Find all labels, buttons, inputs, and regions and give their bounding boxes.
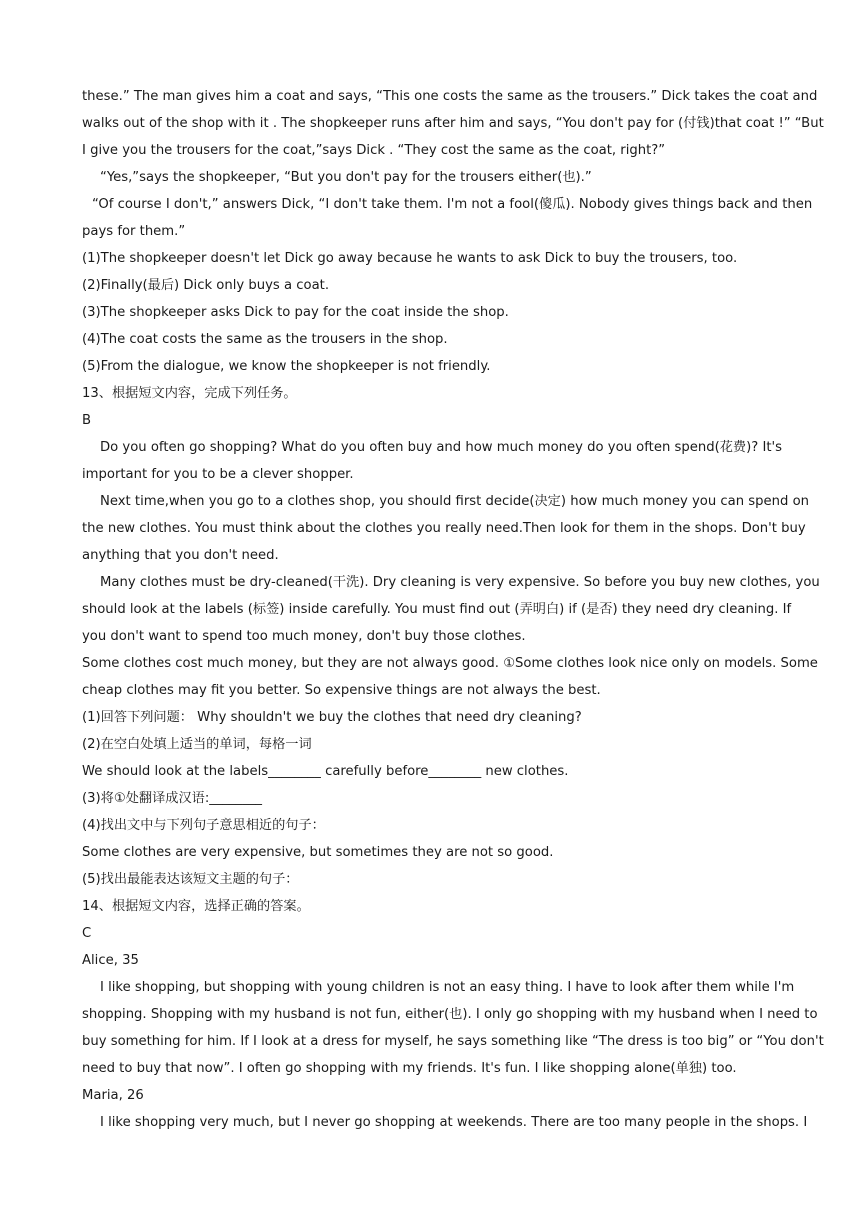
text-line: pays for them.” xyxy=(82,224,186,239)
document-body xyxy=(82,83,824,1136)
text-line: should look at the labels (标签) inside carefully. You must find out (弄明白) if (是否) they need dry cleaning. If xyxy=(82,602,792,617)
text-line: (5)From the dialogue, we know the shopkeeper is not friendly. xyxy=(82,359,491,374)
text-line: (4)找出文中与下列句子意思相近的句子： xyxy=(82,818,325,833)
text-line: these.” The man gives him a coat and says, “This one costs the same as the trousers.” Dick takes the coat and xyxy=(82,89,818,104)
text-line: I like shopping very much, but I never go shopping at weekends. There are too many people in the shops. I xyxy=(100,1115,808,1130)
text-line: I give you the trousers for the coat,”says Dick . “They cost the same as the coat, right?” xyxy=(82,143,666,158)
text-line: (1)The shopkeeper doesn't let Dick go away because he wants to ask Dick to buy the trousers, too. xyxy=(82,251,738,266)
text-line: Do you often go shopping? What do you often buy and how much money do you often spend(花费)? It's xyxy=(100,440,782,455)
text-line: you don't want to spend too much money, don't buy those clothes. xyxy=(82,629,526,644)
text-line: Some clothes are very expensive, but sometimes they are not so good. xyxy=(82,845,554,860)
text-line: (2)在空白处填上适当的单词，每格一词 xyxy=(82,737,312,752)
text-line: We should look at the labels________ carefully before________ new clothes. xyxy=(82,764,569,779)
text-line: (2)Finally(最后) Dick only buys a coat. xyxy=(82,278,330,293)
text-line: shopping. Shopping with my husband is not fun, either(也). I only go shopping with my husband when I need to xyxy=(82,1007,818,1022)
text-line: important for you to be a clever shopper. xyxy=(82,467,354,482)
text-line: (3)The shopkeeper asks Dick to pay for the coat inside the shop. xyxy=(82,305,509,320)
text-line: buy something for him. If I look at a dress for myself, he says something like “The dress is too big” or “You don't xyxy=(82,1034,824,1049)
text-line: (4)The coat costs the same as the trousers in the shop. xyxy=(82,332,448,347)
text-line: “Of course I don't,” answers Dick, “I don't take them. I'm not a fool(傻瓜). Nobody gives things back and then xyxy=(92,197,813,212)
text-line: 13、根据短文内容，完成下列任务。 xyxy=(82,386,297,401)
text-line: cheap clothes may fit you better. So expensive things are not always the best. xyxy=(82,683,601,698)
text-line: walks out of the shop with it . The shopkeeper runs after him and says, “You don't pay for (付钱)that coat !” “But xyxy=(82,116,824,131)
text-line: the new clothes. You must think about the clothes you really need.Then look for them in the shops. Don't buy xyxy=(82,521,806,536)
text-line: anything that you don't need. xyxy=(82,548,279,563)
text-line: C xyxy=(82,926,92,941)
text-line: 14、根据短文内容，选择正确的答案。 xyxy=(82,899,310,914)
text-line: (3)将①处翻译成汉语:________ xyxy=(82,791,263,806)
text-line: (1)回答下列问题： Why shouldn't we buy the clothes that need dry cleaning? xyxy=(82,710,582,725)
text-line: “Yes,”says the shopkeeper, “But you don't pay for the trousers either(也).” xyxy=(100,170,592,185)
text-line: Alice, 35 xyxy=(82,953,139,968)
text-line: need to buy that now”. I often go shopping with my friends. It's fun. I like shopping alone(单独) too. xyxy=(82,1061,737,1076)
text-line: I like shopping, but shopping with young children is not an easy thing. I have to look after them while I'm xyxy=(100,980,795,995)
text-line: Next time,when you go to a clothes shop, you should first decide(决定) how much money you can spend on xyxy=(100,494,810,509)
text-line: (5)找出最能表达该短文主题的句子： xyxy=(82,872,299,887)
text-line: Maria, 26 xyxy=(82,1088,144,1103)
text-line: B xyxy=(82,413,92,428)
text-line: Many clothes must be dry-cleaned(干洗). Dry cleaning is very expensive. So before you buy new clothes, you xyxy=(100,575,820,590)
text-line: Some clothes cost much money, but they are not always good. ①Some clothes look nice only on models. Some xyxy=(82,656,818,671)
